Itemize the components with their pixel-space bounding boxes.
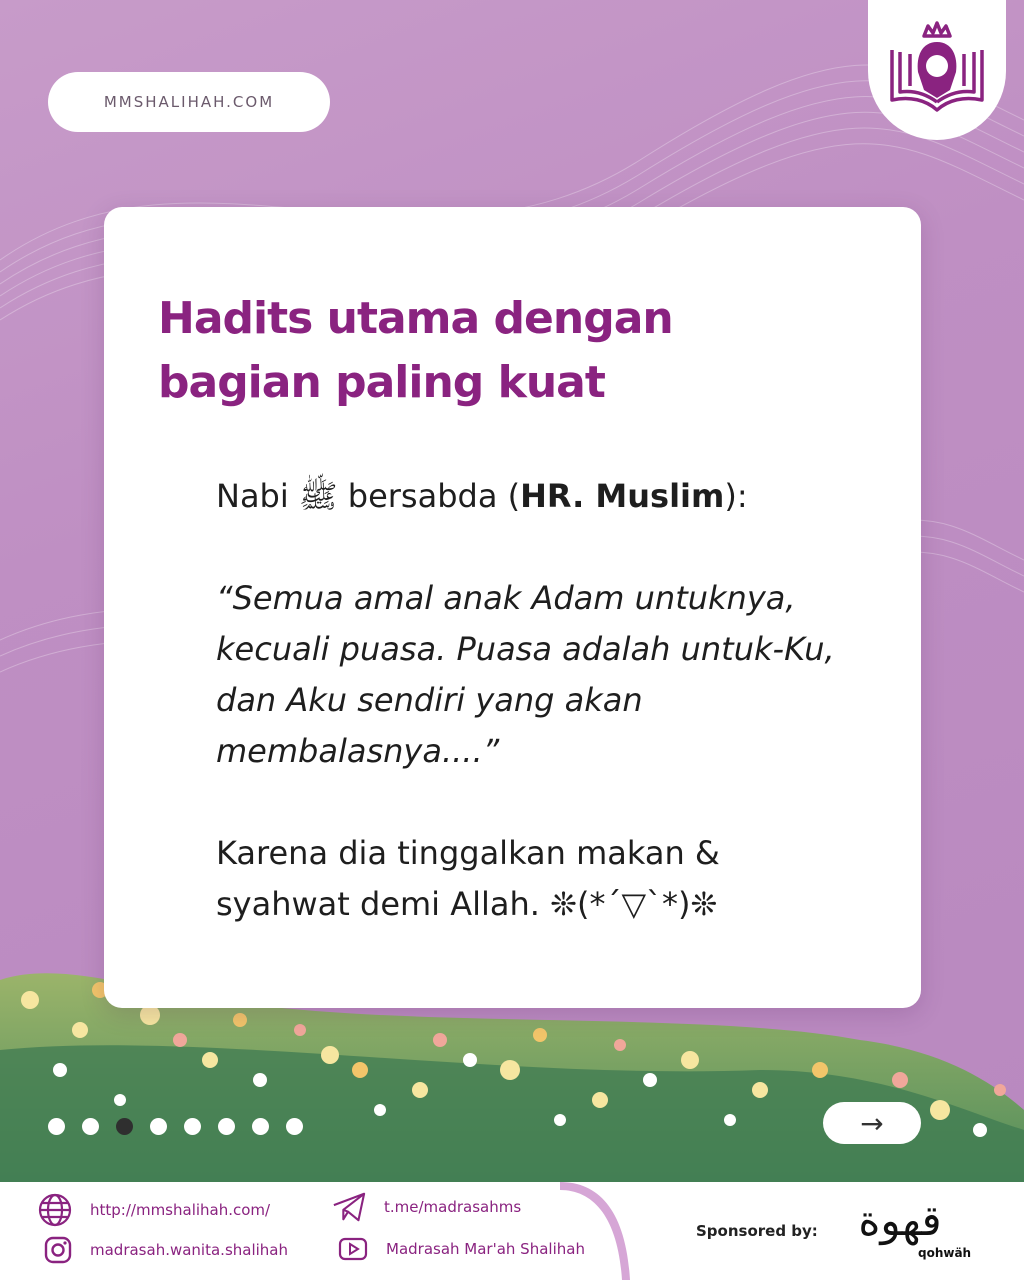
footer-website-text: http://mmshalihah.com/ — [90, 1201, 271, 1219]
website-pill[interactable] — [48, 72, 330, 132]
footer-youtube-text: Madrasah Mar'ah Shalihah — [386, 1240, 585, 1258]
footer-decorative-curve — [560, 1182, 680, 1280]
card-title-line-2: bagian paling kuat — [158, 357, 605, 408]
sponsor-logo-arabic: قهوة — [858, 1196, 942, 1245]
instagram-icon — [44, 1236, 72, 1264]
sponsor-logo-latin: qohwäh — [918, 1246, 972, 1260]
card-title — [158, 287, 838, 415]
content-card — [104, 207, 921, 1008]
hadith-source: HR. Muslim — [520, 477, 725, 515]
pagination-dot-1[interactable] — [48, 1118, 65, 1135]
footer-youtube[interactable] — [338, 1236, 585, 1262]
sponsor-logo — [840, 1196, 980, 1270]
pagination-dot-3-active[interactable] — [116, 1118, 133, 1135]
hadith-quote: “Semua amal anak Adam untuknya, kecuali puasa. Puasa adalah untuk-Ku, dan Aku sendiri yang akan membalasnya....” — [216, 579, 835, 770]
card-body — [216, 471, 856, 930]
intro-text-end: ): — [724, 477, 748, 515]
footer-telegram-text: t.me/madrasahms — [384, 1198, 522, 1216]
footer-telegram[interactable] — [332, 1190, 521, 1224]
closing-text: Karena dia tinggalkan makan & syahwat demi Allah. ❊(*´▽`*)❊ — [216, 834, 720, 923]
card-title-line-1: Hadits utama dengan — [158, 293, 673, 344]
intro-text: Nabi ﷺ bersabda ( — [216, 477, 521, 515]
footer-instagram-text: madrasah.wanita.shalihah — [90, 1241, 288, 1259]
pagination-dot-6[interactable] — [218, 1118, 235, 1135]
pagination-dot-4[interactable] — [150, 1118, 167, 1135]
footer-website[interactable] — [38, 1193, 270, 1227]
globe-icon — [38, 1193, 72, 1227]
sponsored-by-label: Sponsored by: — [696, 1222, 818, 1240]
hadith-intro — [216, 471, 856, 522]
pagination-dot-7[interactable] — [252, 1118, 269, 1135]
website-pill-label: MMSHALIHAH.COM — [103, 93, 275, 111]
footer-instagram[interactable] — [44, 1236, 288, 1264]
next-slide-button[interactable] — [823, 1102, 921, 1144]
crown-book-logo-icon — [884, 20, 990, 120]
pagination-dots — [48, 1118, 303, 1138]
pagination-dot-5[interactable] — [184, 1118, 201, 1135]
pagination-dot-2[interactable] — [82, 1118, 99, 1135]
brand-logo — [868, 0, 1006, 140]
telegram-icon — [332, 1190, 366, 1224]
youtube-icon — [338, 1236, 368, 1262]
pagination-dot-8[interactable] — [286, 1118, 303, 1135]
footer-bar — [0, 1182, 1024, 1280]
arrow-right-icon: → — [860, 1106, 884, 1140]
